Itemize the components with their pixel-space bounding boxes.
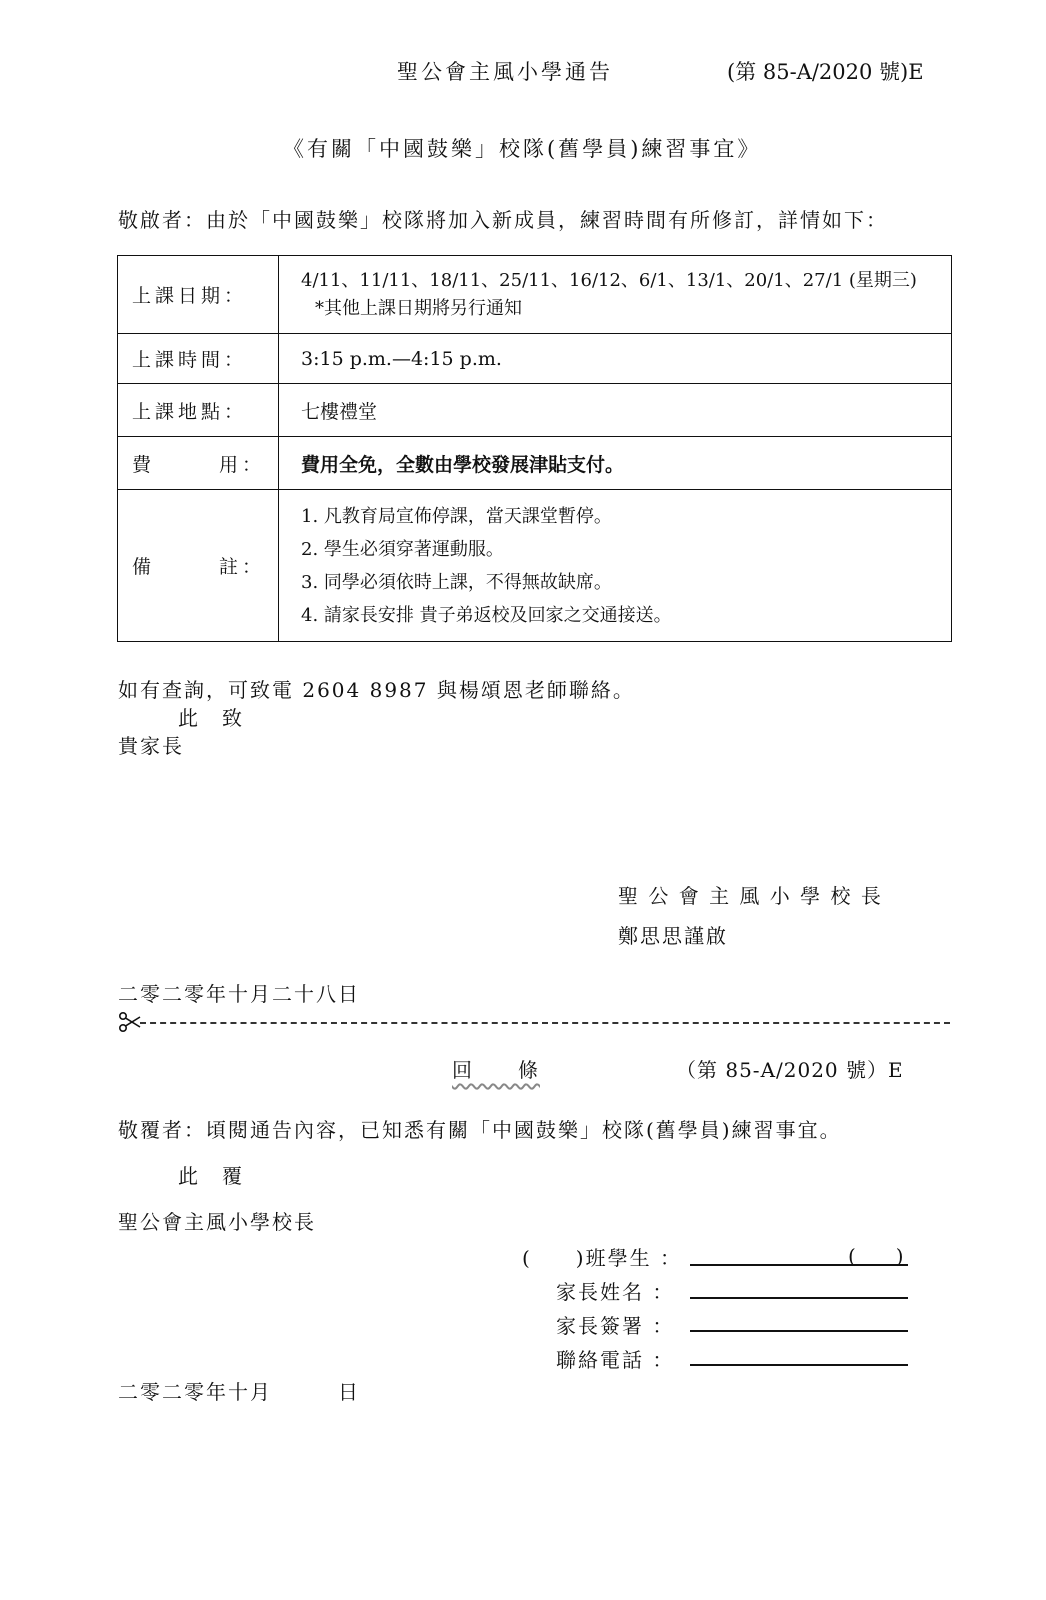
place-value: 七樓禮堂 [279,384,952,437]
fee-value: 費用全免，全數由學校發展津貼支付。 [279,437,952,490]
fee-label-a: 費 [132,453,152,476]
remark-label-a: 備 [132,556,152,578]
cut-line [140,1022,950,1024]
school-notice-title: 聖公會主風小學通告 [397,60,613,84]
remark-item: 1. 凡教育局宣佈停課，當天課堂暫停。 [301,505,612,527]
parent-name-field[interactable] [690,1297,908,1299]
place-label: 上課地點： [118,384,279,437]
reply-phrase: 此 覆 [178,1164,244,1188]
date-note: *其他上課日期將另行通知 [315,297,522,319]
remarks-cell [279,490,952,642]
fee-label [118,437,279,490]
principal-title: 聖 公 會 主 風 小 學 校 長 [618,884,883,908]
student-number-bracket: ( ) [848,1244,904,1268]
table-row [118,256,952,334]
notice-date: 二零二零年十月二十八日 [118,982,360,1006]
reply-date: 二零二零年十月 日 [118,1380,360,1404]
remark-label-b: 註： [218,556,265,578]
date-value: 4/11、11/11、18/11、25/11、16/12、6/1、13/1、20/1、27/1 (星期三) [301,269,917,291]
intro-paragraph: 敬啟者：由於「中國鼓樂」校隊將加入新成員，練習時間有所修訂，詳情如下： [118,208,888,232]
table-row [118,384,952,437]
date-label: 上課日期： [118,256,279,334]
table-row [118,490,952,642]
reply-notice-number: （第 85-A/2020 號）E [676,1058,904,1082]
date-cell [279,256,952,334]
reply-recipient: 聖公會主風小學校長 [118,1210,316,1234]
time-value: 3:15 p.m.—4:15 p.m. [279,334,952,384]
parent-signature-field[interactable] [690,1330,908,1332]
parent-signature-label: 家長簽署 ： [556,1314,675,1338]
time-label: 上課時間： [118,334,279,384]
parent-name-label: 家長姓名 ： [556,1280,675,1304]
notice-subject: 《有關「中國鼓樂」校隊(舊學員)練習事宜》 [283,137,762,161]
closing-phrase: 此 致 [178,706,244,730]
details-table [117,255,952,642]
class-student-label: ( )班學生 ： [522,1246,682,1270]
remark-item: 4. 請家長安排 貴子弟返校及回家之交通接送。 [301,604,672,626]
phone-label: 聯絡電話 ： [556,1348,675,1372]
principal-name: 鄭思思謹啟 [618,924,728,948]
phone-field[interactable] [690,1364,908,1366]
remark-label [118,490,279,642]
remark-item: 3. 同學必須依時上課，不得無故缺席。 [301,571,612,593]
fee-label-b: 用： [218,453,265,476]
table-row [118,437,952,490]
reply-slip-title: 回 條 [452,1058,540,1082]
remark-item: 2. 學生必須穿著運動服。 [301,538,504,560]
reply-statement: 敬覆者：頃閱通告內容，已知悉有關「中國鼓樂」校隊(舊學員)練習事宜。 [118,1118,842,1142]
enquiry-text: 如有查詢，可致電 2604 8987 與楊頌恩老師聯絡。 [118,678,635,702]
recipient: 貴家長 [118,734,184,758]
notice-number: (第 85-A/2020 號)E [727,60,924,84]
table-row [118,334,952,384]
scissors-icon [118,1010,142,1034]
